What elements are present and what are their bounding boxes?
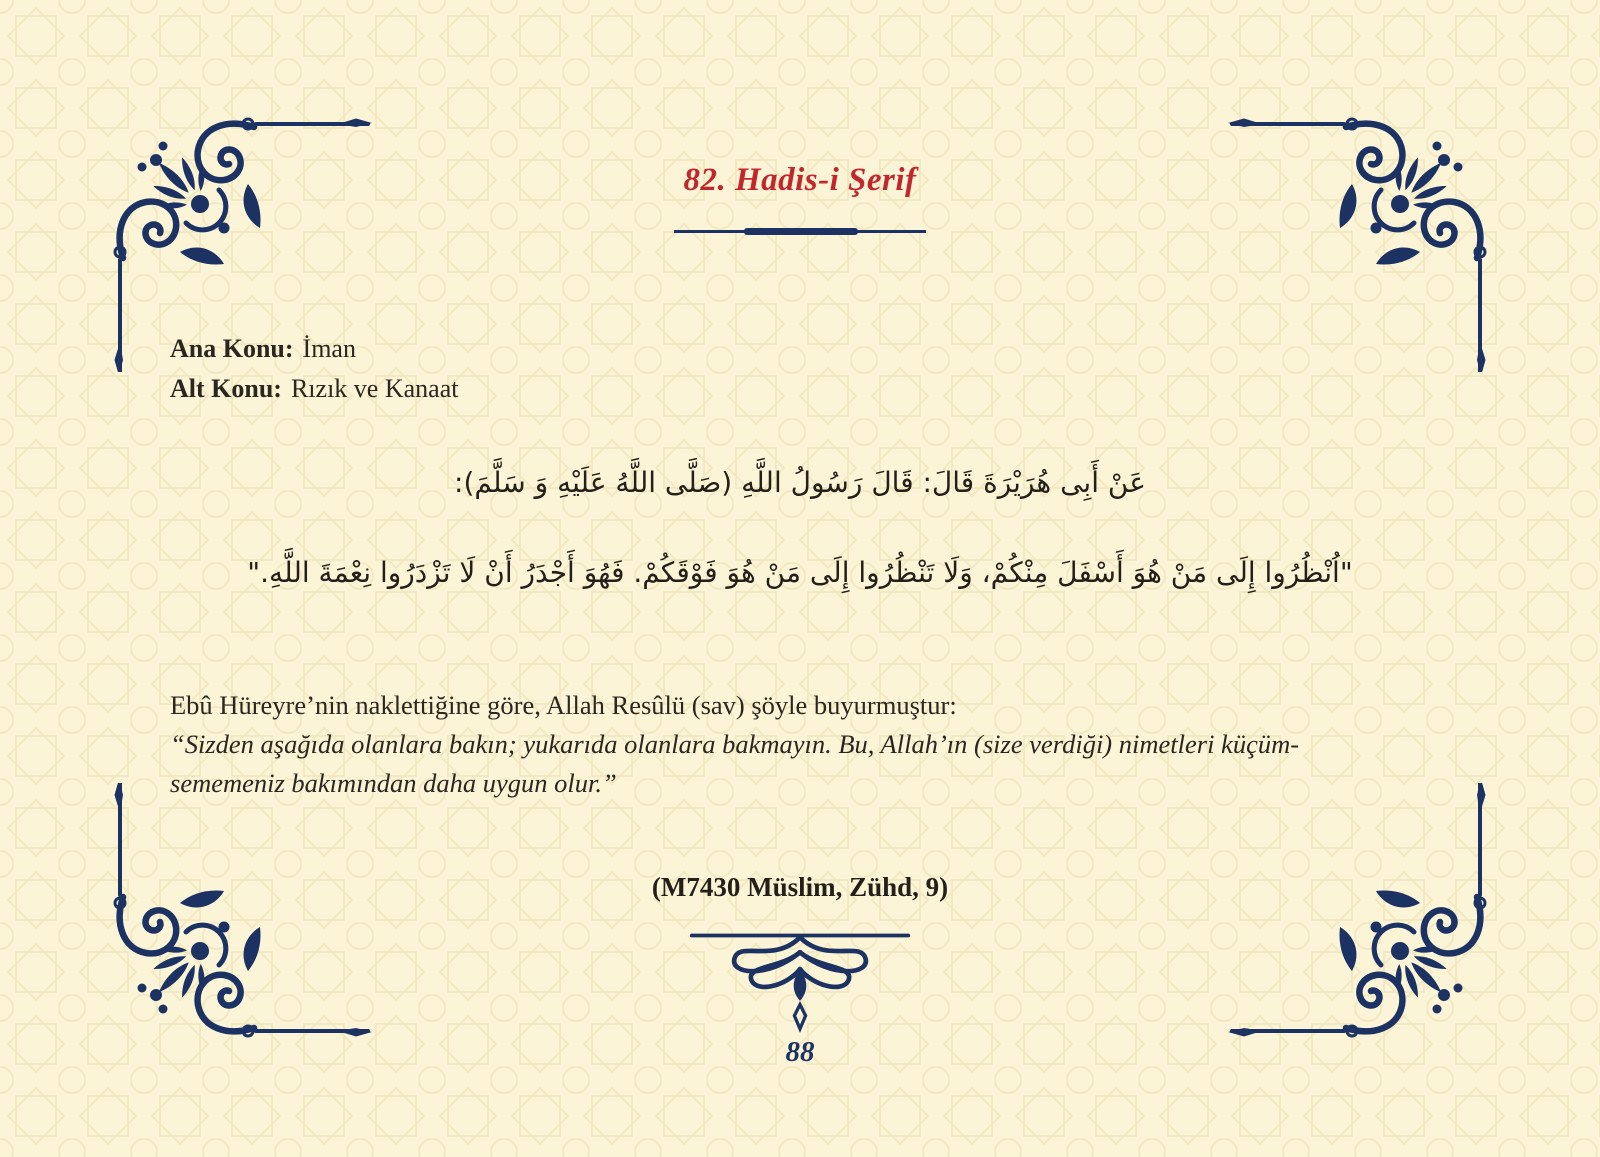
floral-corner-ornament-bottom-right <box>1209 783 1494 1045</box>
turkish-translation-block <box>170 686 1460 803</box>
sub-topic-line <box>170 369 458 409</box>
sub-topic-value: Rızık ve Kanaat <box>290 374 459 403</box>
divider-thick-segment <box>744 228 858 235</box>
translation-body-line-2: sememeniz bakımından daha uygun olur.” <box>170 768 617 798</box>
floral-corner-ornament-bottom-left <box>106 783 391 1045</box>
floral-corner-ornament-top-right <box>1209 110 1494 372</box>
arabic-isnad-line: عَنْ أَبِى هُرَيْرَةَ قَالَ: قَالَ رَسُولُ اللَّهِ (صَلَّى اللَّهُ عَلَيْهِ وَ سَلَّمَ): <box>454 466 1146 499</box>
calligraphic-flourish <box>682 928 918 1040</box>
page-title: 82. Hadis-i Şerif <box>683 162 917 198</box>
page-number: 88 <box>785 1036 815 1068</box>
sub-topic-label: Alt Konu: <box>170 374 282 403</box>
main-topic-line <box>170 329 458 369</box>
topic-block <box>170 329 458 409</box>
arabic-matn-line: "اُنْظُرُوا إِلَى مَنْ هُوَ أَسْفَلَ مِنْكُمْ، وَلَا تَنْظُرُوا إِلَى مَنْ هُوَ فَوْقَكُمْ. فَهُوَ أَجْدَرُ أَنْ لَا تَزْدَرُوا نِعْمَةَ اللَّهِ." <box>247 556 1353 589</box>
translation-body-line-1: “Sizden aşağıda olanlara bakın; yukarıda olanlara bakmayın. Bu, Allah’ın (size verdiği) nimetleri küçüm- <box>170 729 1300 759</box>
main-topic-value: İman <box>302 334 356 363</box>
title-divider-rule <box>674 227 926 235</box>
hadith-source-citation: (M7430 Müslim, Zühd, 9) <box>651 872 949 902</box>
main-topic-label: Ana Konu: <box>170 334 294 363</box>
translation-intro-line: Ebû Hüreyre’nin naklettiğine göre, Allah Resûlü (sav) şöyle buyurmuştur: <box>170 690 957 720</box>
